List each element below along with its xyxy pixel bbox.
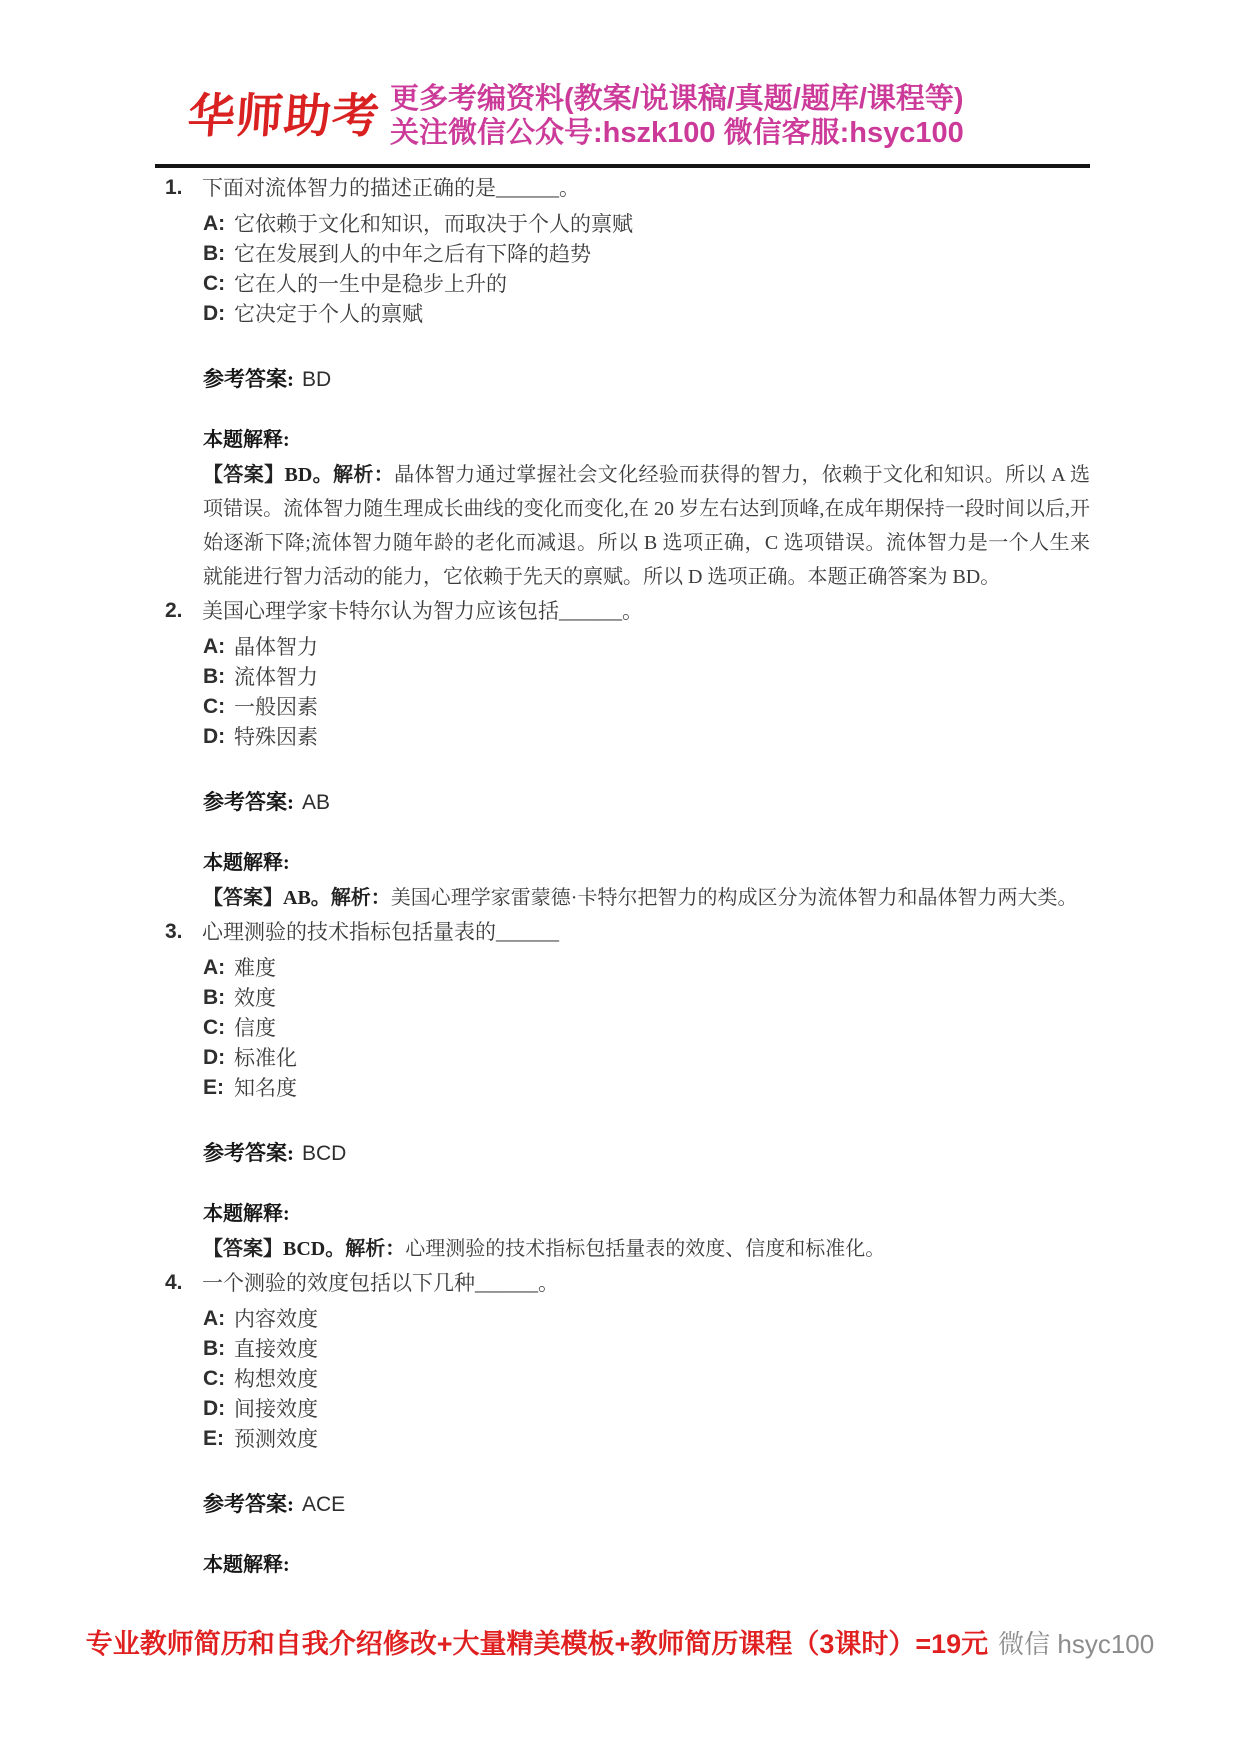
option-key: B: — [203, 986, 226, 1009]
option-key: B: — [203, 665, 226, 688]
option-text: 构想效度 — [234, 1367, 318, 1391]
explanation-label: 本题解释: — [203, 1203, 290, 1225]
question-number: 1. — [165, 176, 183, 199]
question-block — [165, 596, 1090, 915]
questions-list — [165, 171, 1090, 1578]
option-row — [165, 953, 1090, 983]
option-text: 它在人的一生中是稳步上升的 — [234, 272, 507, 296]
answer-label: 参考答案: — [203, 1141, 294, 1165]
answer-line — [165, 1490, 1090, 1519]
question-text: 一个测验的效度包括以下几种______。 — [202, 1271, 559, 1295]
question-number: 4. — [165, 1271, 183, 1294]
option-row — [165, 983, 1090, 1013]
option-row — [165, 269, 1090, 299]
footer-promo-text: 专业教师简历和自我介绍修改+大量精美模板+教师简历课程（3课时）=19元 — [85, 1629, 989, 1659]
option-text: 预测效度 — [234, 1427, 318, 1451]
option-text: 难度 — [234, 956, 276, 980]
answer-line — [165, 1139, 1090, 1168]
option-text: 信度 — [234, 1016, 276, 1040]
question-line — [165, 1268, 1090, 1298]
explanation-label: 本题解释: — [203, 852, 290, 874]
footer-wechat-contact: 微信 hsyc100 — [998, 1629, 1155, 1659]
option-row — [165, 1334, 1090, 1364]
explanation-text — [165, 458, 1090, 594]
question-number: 2. — [165, 599, 183, 622]
option-row — [165, 209, 1090, 239]
option-text: 内容效度 — [234, 1307, 318, 1331]
explanation-answer-prefix: 【答案】BD。解析： — [203, 464, 395, 486]
option-key: B: — [203, 242, 226, 265]
explanation-text — [165, 1232, 1090, 1266]
answer-line — [165, 365, 1090, 394]
page-footer — [0, 1622, 1240, 1661]
question-line — [165, 596, 1090, 626]
option-row — [165, 299, 1090, 329]
option-key: E: — [203, 1427, 224, 1450]
option-row — [165, 722, 1090, 752]
option-text: 效度 — [234, 986, 276, 1010]
option-row — [165, 1424, 1090, 1454]
answer-label: 参考答案: — [203, 1492, 294, 1516]
option-key: A: — [203, 1307, 226, 1330]
option-row — [165, 1073, 1090, 1103]
explanation-label: 本题解释: — [203, 429, 290, 451]
answer-value: BCD — [302, 1142, 347, 1165]
option-text: 它依赖于文化和知识，而取决于个人的禀赋 — [234, 212, 633, 236]
question-block — [165, 1268, 1090, 1578]
option-key: E: — [203, 1076, 224, 1099]
option-text: 流体智力 — [234, 665, 318, 689]
option-row — [165, 1394, 1090, 1424]
option-text: 间接效度 — [234, 1397, 318, 1421]
option-key: D: — [203, 1397, 226, 1420]
question-line — [165, 173, 1090, 203]
page-header — [188, 82, 964, 150]
option-row — [165, 1304, 1090, 1334]
option-key: C: — [203, 1367, 226, 1390]
explanation-answer-prefix: 【答案】BCD。解析： — [203, 1238, 406, 1260]
option-key: D: — [203, 302, 226, 325]
option-row — [165, 239, 1090, 269]
explanation-body: 晶体智力通过掌握社会文化经验而获得的智力，依赖于文化和知识。所以 A 选项错误。流体智力随生理成长曲线的变化而变化,在 20 岁左右达到顶峰,在成年期保持一段时间以后,开始逐渐下降;流体智力随年龄的老化而减退。所以 B 选项正确，C 选项错误。流体智力是一个人生来就能进行智力活动的能力，它依赖于先天的禀赋。所以 D 选项正确。本题正确答案为 BD。 — [203, 464, 1090, 588]
brand-logo: 华师助考 — [186, 89, 382, 142]
option-key: C: — [203, 695, 226, 718]
option-text: 知名度 — [234, 1076, 297, 1100]
option-key: B: — [203, 1337, 226, 1360]
answer-value: AB — [302, 791, 331, 814]
answer-label: 参考答案: — [203, 790, 294, 814]
option-text: 它决定于个人的禀赋 — [234, 302, 423, 326]
header-divider — [155, 164, 1090, 168]
header-promo — [390, 82, 964, 150]
option-key: A: — [203, 212, 226, 235]
option-text: 直接效度 — [234, 1337, 318, 1361]
option-row — [165, 662, 1090, 692]
question-block — [165, 917, 1090, 1266]
option-text: 标准化 — [234, 1046, 297, 1070]
header-promo-line2: 关注微信公众号:hszk100 微信客服:hsyc100 — [390, 117, 964, 149]
explanation-text — [165, 881, 1090, 915]
question-number: 3. — [165, 920, 183, 943]
answer-value: BD — [302, 368, 332, 391]
option-key: C: — [203, 272, 226, 295]
option-text: 一般因素 — [234, 695, 318, 719]
explanation-body: 心理测验的技术指标包括量表的效度、信度和标准化。 — [405, 1238, 886, 1260]
option-row — [165, 692, 1090, 722]
question-text: 心理测验的技术指标包括量表的______ — [202, 920, 559, 944]
explanation-label: 本题解释: — [203, 1554, 290, 1576]
explanation-body: 美国心理学家雷蒙德·卡特尔把智力的构成区分为流体智力和晶体智力两大类。 — [390, 887, 1078, 909]
question-block — [165, 173, 1090, 594]
question-text: 美国心理学家卡特尔认为智力应该包括______。 — [202, 599, 643, 623]
option-text: 它在发展到人的中年之后有下降的趋势 — [234, 242, 591, 266]
option-row — [165, 1013, 1090, 1043]
option-key: A: — [203, 956, 226, 979]
option-text: 晶体智力 — [234, 635, 318, 659]
option-key: D: — [203, 1046, 226, 1069]
option-key: C: — [203, 1016, 226, 1039]
header-promo-line1: 更多考编资料(教案/说课稿/真题/题库/课程等) — [390, 83, 964, 115]
answer-value: ACE — [302, 1493, 346, 1516]
explanation-answer-prefix: 【答案】AB。解析： — [203, 887, 391, 909]
option-row — [165, 1364, 1090, 1394]
option-row — [165, 1043, 1090, 1073]
option-key: A: — [203, 635, 226, 658]
option-text: 特殊因素 — [234, 725, 318, 749]
answer-line — [165, 788, 1090, 817]
option-row — [165, 632, 1090, 662]
question-text: 下面对流体智力的描述正确的是______。 — [202, 176, 580, 200]
answer-label: 参考答案: — [203, 367, 294, 391]
question-line — [165, 917, 1090, 947]
option-key: D: — [203, 725, 226, 748]
